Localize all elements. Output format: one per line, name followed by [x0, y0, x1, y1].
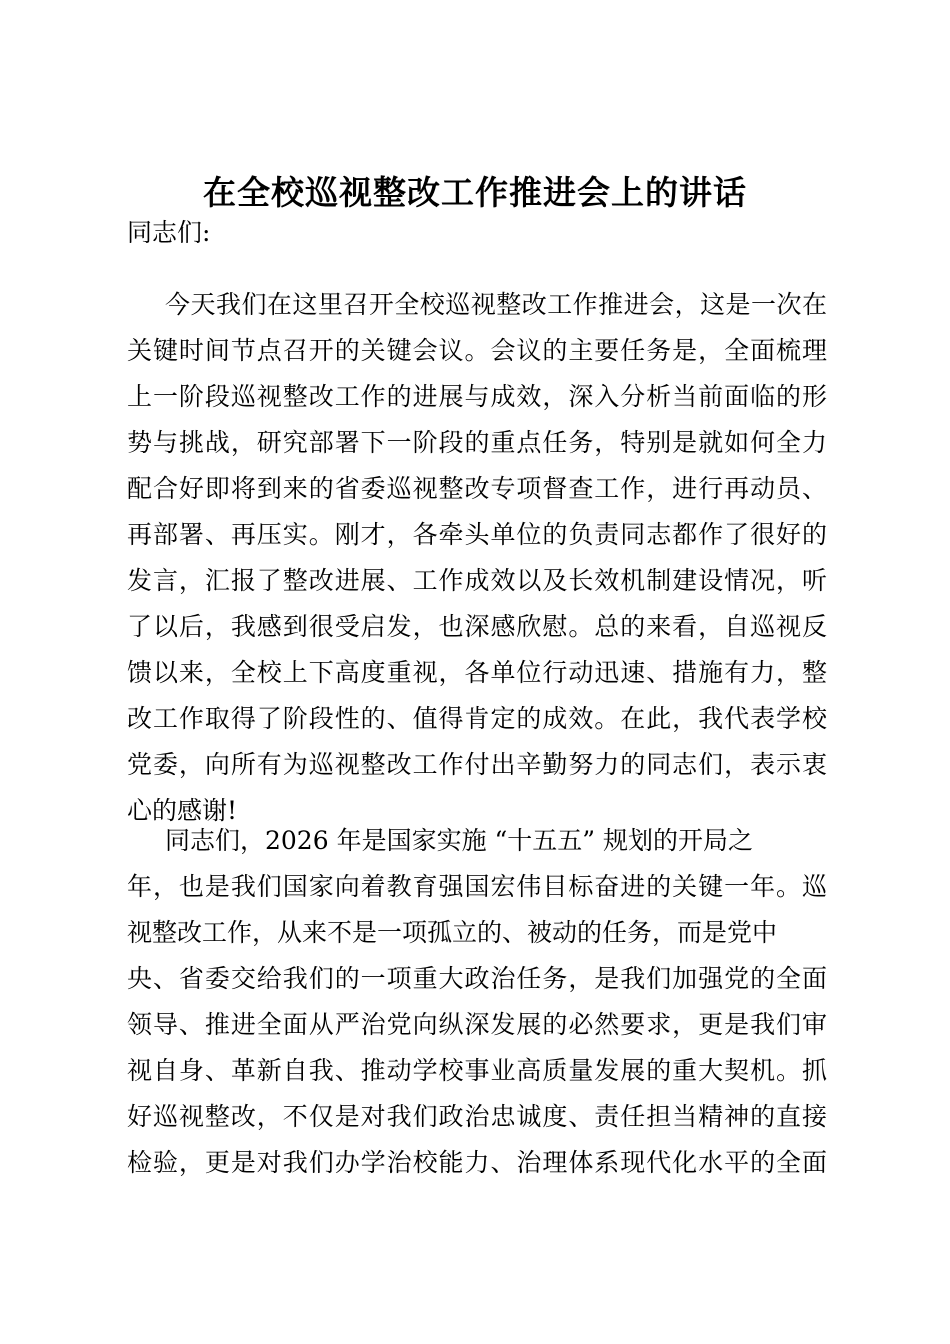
text-line: 心的感谢!: [127, 796, 238, 825]
document-title: 在全校巡视整改工作推进会上的讲话: [203, 173, 747, 212]
text-line: 势与挑战，研究部署下一阶段的重点任务，特别是就如何全力: [127, 428, 827, 457]
text-line: 再部署、再压实。刚才，各牵头单位的负责同志都作了很好的: [127, 520, 827, 549]
text-line: 视自身、革新自我、推动学校事业高质量发展的重大契机。抓: [127, 1056, 827, 1085]
salutation: 同志们:: [127, 218, 211, 247]
text-line: 同志们，2026 年是国家实施 “十五五” 规划的开局之: [165, 826, 754, 855]
text-line: 配合好即将到来的省委巡视整改专项督查工作，进行再动员、: [127, 474, 827, 503]
text-line: 领导、推进全面从严治党向纵深发展的必然要求，更是我们审: [127, 1010, 827, 1039]
text-line: 今天我们在这里召开全校巡视整改工作推进会，这是一次在: [165, 290, 827, 319]
text-line: 年，也是我们国家向着教育强国宏伟目标奋进的关键一年。巡: [127, 872, 827, 901]
paragraph-2: [127, 818, 827, 1186]
text-line: 好巡视整改，不仅是对我们政治忠诚度、责任担当精神的直接: [127, 1102, 827, 1131]
text-line: 视整改工作，从来不是一项孤立的、被动的任务，而是党中: [127, 918, 778, 947]
text-line: 发言，汇报了整改进展、工作成效以及长效机制建设情况，听: [127, 566, 827, 595]
text-line: 检验，更是对我们办学治校能力、治理体系现代化水平的全面: [127, 1148, 827, 1177]
text-line: 了以后，我感到很受启发，也深感欣慰。总的来看，自巡视反: [127, 612, 827, 641]
paragraph-1: [127, 282, 827, 834]
text-line: 馈以来，全校上下高度重视，各单位行动迅速、措施有力，整: [127, 658, 827, 687]
text-line: 上一阶段巡视整改工作的进展与成效，深入分析当前面临的形: [127, 382, 827, 411]
text-line: 关键时间节点召开的关键会议。会议的主要任务是，全面梳理: [127, 336, 827, 365]
text-line: 党委，向所有为巡视整改工作付出辛勤努力的同志们，表示衷: [127, 750, 827, 779]
text-line: 改工作取得了阶段性的、值得肯定的成效。在此，我代表学校: [127, 704, 827, 733]
text-line: 央、省委交给我们的一项重大政治任务，是我们加强党的全面: [127, 964, 827, 993]
